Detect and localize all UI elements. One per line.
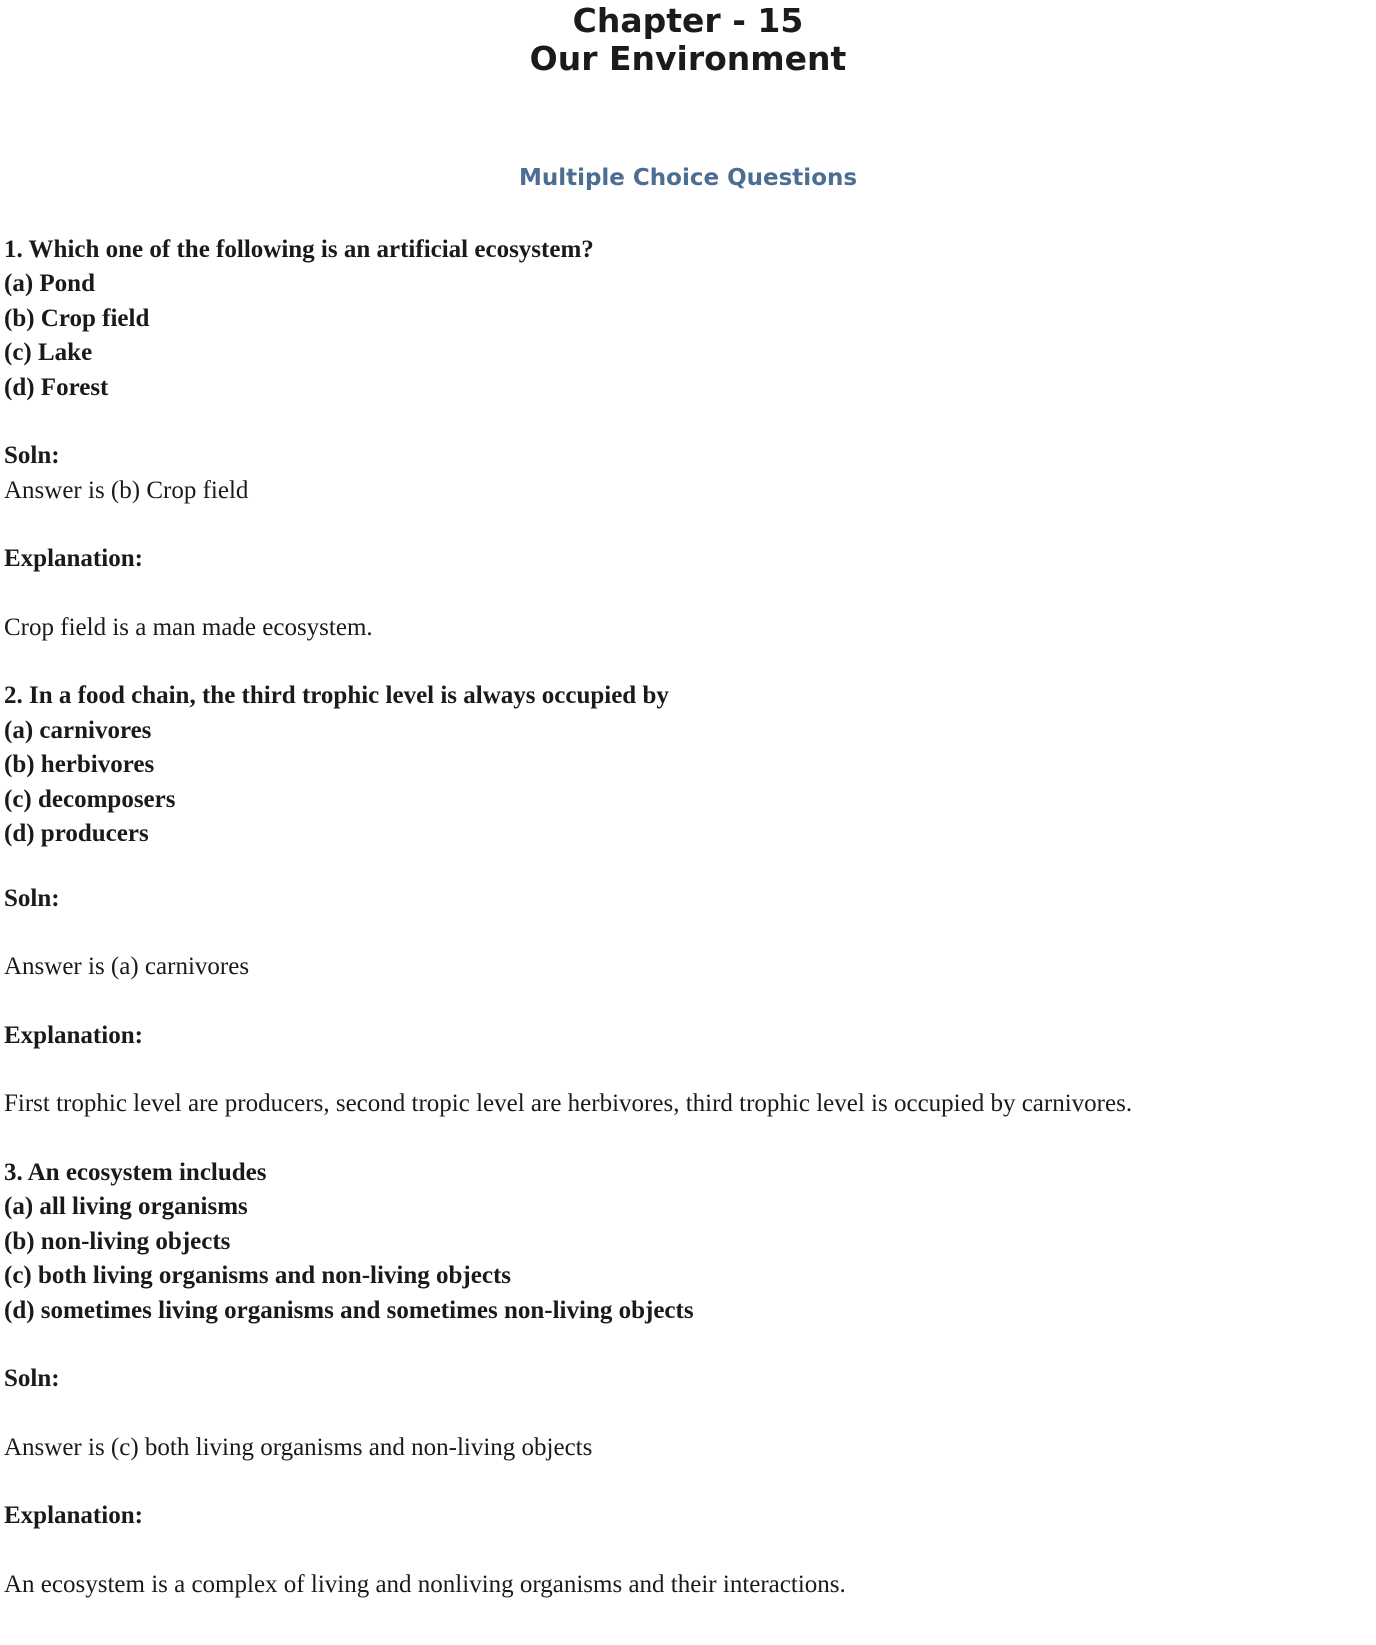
explanation-label: Explanation: [4,1021,143,1049]
option-c: (c) decomposers [4,785,176,813]
option-b: (b) herbivores [4,751,155,779]
option-a: (a) carnivores [4,716,152,744]
spacer [4,852,1372,882]
questions-list [4,191,1372,1603]
soln-label: Soln: [4,884,60,912]
page-title [4,0,1372,79]
spacer [4,1053,1372,1087]
option-d: (d) sometimes living organisms and sometimes non-living objects [4,1296,694,1324]
explanation-text: Crop field is a man made ecosystem. [4,613,373,641]
chapter-number: Chapter - 15 [572,1,804,40]
question-text: 1. Which one of the following is an artificial ecosystem? [4,235,594,263]
question-text: 3. An ecosystem includes [4,1158,267,1186]
question-block [4,233,1372,646]
section-heading: Multiple Choice Questions [518,164,858,191]
spacer [4,1465,1372,1499]
option-b: (b) Crop field [4,304,150,332]
question-text: 2. In a food chain, the third trophic level is always occupied by [4,682,669,710]
option-c: (c) Lake [4,339,93,367]
spacer [4,405,1372,439]
spacer [4,1328,1372,1362]
option-a: (a) all living organisms [4,1193,248,1221]
spacer [4,645,1372,679]
answer-text: Answer is (b) Crop field [4,476,249,504]
spacer [4,985,1372,1019]
question-block [4,1156,1372,1603]
explanation-text: An ecosystem is a complex of living and nonliving organisms and their interactions. [4,1570,846,1598]
spacer [4,1397,1372,1431]
spacer [4,577,1372,611]
soln-label: Soln: [4,442,60,470]
explanation-text: First trophic level are producers, second tropic level are herbivores, third trophic level is occupied by carnivores. [4,1090,1133,1118]
explanation-label: Explanation: [4,545,143,573]
spacer [4,1122,1372,1156]
question-block [4,679,1372,1122]
chapter-title: Our Environment [529,39,847,79]
option-c: (c) both living organisms and non-living objects [4,1262,512,1290]
option-d: (d) Forest [4,373,109,401]
option-b: (b) non-living objects [4,1227,231,1255]
spacer [4,916,1372,950]
option-a: (a) Pond [4,270,95,298]
explanation-label: Explanation: [4,1502,143,1530]
spacer [4,1534,1372,1568]
answer-text: Answer is (a) carnivores [4,953,250,981]
soln-label: Soln: [4,1365,60,1393]
answer-text: Answer is (c) both living organisms and non-living objects [4,1433,593,1461]
spacer [4,508,1372,542]
option-d: (d) producers [4,820,149,848]
